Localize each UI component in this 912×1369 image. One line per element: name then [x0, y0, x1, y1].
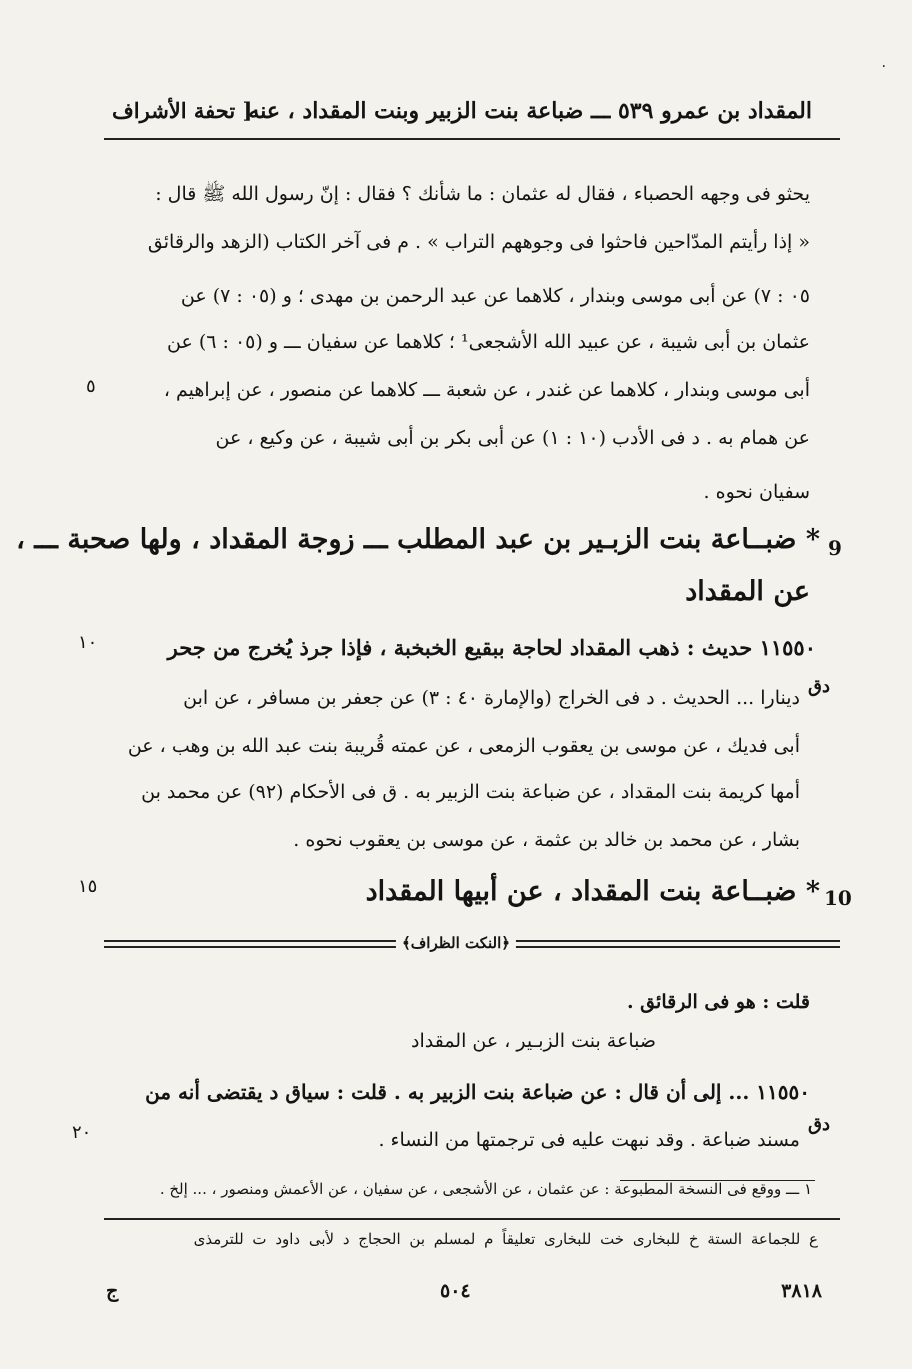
line-number: ٥	[86, 376, 96, 397]
body-line: عثمان بن أبى شيبة ، عن عبيد الله الأشجعى¹ ؛ كلاهما عن سفيان ـــ و (٠٥ : ٦) عن	[166, 331, 810, 353]
nukat-line: ١١٥٥٠ ... إلى أن قال : عن ضباعة بنت الزبير به . قلت : سياق د يقتضى أنه من	[145, 1080, 810, 1104]
legend-rule	[104, 1218, 840, 1220]
hadith-line: أبى فديك ، عن موسى بن يعقوب الزمعى ، عن عمته قُريبة بنت عبد الله بن وهب ، عن	[127, 735, 800, 757]
nukat-subheading: ضباعة بنت الزبـير ، عن المقداد	[411, 1030, 656, 1052]
running-header-title: المقداد بن عمرو ٥٣٩ ـــ ضباعة بنت الزبير وبنت المقداد ، عنه	[248, 98, 812, 124]
hadith-line: أمها كريمة بنت المقداد ، عن ضباعة بنت الزبير به . ق فى الأحكام (٩٢) عن محمد بن	[141, 781, 800, 803]
entry-number: 10	[824, 886, 852, 910]
body-line: سفيان نحوه .	[703, 481, 810, 503]
header-rule	[104, 138, 840, 140]
signature-mark: ج	[106, 1280, 119, 1302]
sigla-legend: ع للجماعة الستة خ للبخارى خت للبخارى تعليقاً م لمسلم بن الحجاج د لأبى داود ت للترمذى	[193, 1230, 818, 1248]
section-ornament: ﴿النكت الظراف﴾	[396, 934, 516, 952]
corner-mark: ٠	[880, 58, 888, 74]
line-number: ١٠	[78, 632, 98, 653]
entry-title: * ضبــاعة بنت المقداد ، عن أبيها المقداد	[365, 876, 820, 907]
entry-number: 9	[828, 536, 842, 560]
source-code: دق	[808, 676, 830, 697]
source-code: دق	[808, 1114, 830, 1135]
footnote: ١ ـــ ووقع فى النسخة المطبوعة : عن عثمان ، عن الأشجعى ، عن سفيان ، عن الأعمش ومنصور ، ... إلخ .	[159, 1180, 812, 1198]
page-number: ٥٠٤	[440, 1280, 471, 1302]
hadith-line: دينارا ... الحديث . د فى الخراج (والإمارة ٤٠ : ٣) عن جعفر بن مسافر ، عن ابن	[183, 687, 800, 709]
hadith-line: ١١٥٥٠ حديث : ذهب المقداد لحاجة ببقيع الخبخبة ، فإذا جرذ يُخرج من جحر	[167, 635, 816, 660]
nukat-line: قلت : هو فى الرقائق .	[626, 991, 810, 1013]
running-header-book: [ تحفة الأشراف	[112, 98, 253, 123]
entry-title: عن المقداد	[685, 576, 810, 607]
line-number: ١٥	[78, 876, 98, 897]
body-line: يحثو فى وجهه الحصباء ، فقال له عثمان : ما شأنك ؟ فقال : إنّ رسول الله ﷺ قال :	[155, 183, 810, 205]
body-line: عن همام به . د فى الأدب (١٠ : ١) عن أبى بكر بن أبى شيبة ، عن وكيع ، عن	[215, 427, 810, 449]
entry-title: * ضبــاعة بنت الزبـير بن عبد المطلب ـــ زوجة المقداد ، ولها صحبة ـــ ،	[16, 524, 820, 555]
hadith-line: بشار ، عن محمد بن خالد بن عثمة ، عن موسى بن يعقوب نحوه .	[293, 829, 800, 851]
body-line: ٠٥ : ٧) عن أبى موسى وبندار ، كلاهما عن عبد الرحمن بن مهدى ؛ و (٠٥ : ٧) عن	[180, 285, 810, 307]
line-number: ٢٠	[72, 1122, 92, 1143]
volume-number: ٣٨١٨	[781, 1280, 822, 1302]
body-line: أبى موسى وبندار ، كلاهما عن غندر ، عن شعبة ـــ كلاهما عن منصور ، عن إبراهيم ،	[163, 379, 810, 401]
nukat-line: مسند ضباعة . وقد نبهت عليه فى ترجمتها من النساء .	[378, 1129, 800, 1151]
body-line: « إذا رأيتم المدّاحين فاحثوا فى وجوههم التراب » . م فى آخر الكتاب (الزهد والرقائق	[147, 231, 810, 253]
